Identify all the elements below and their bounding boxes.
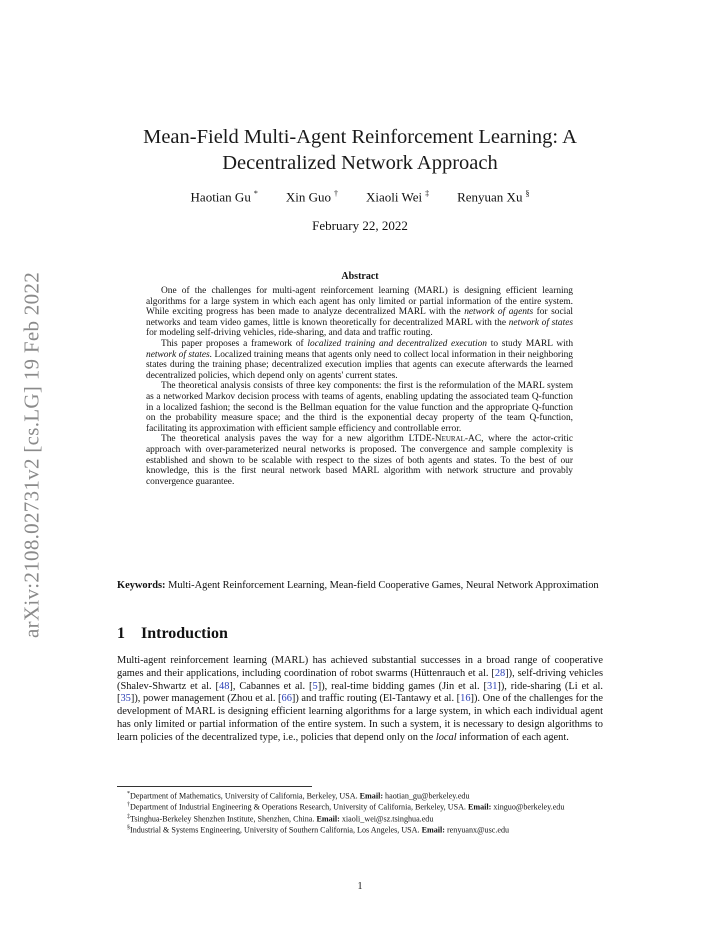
footnotes xyxy=(117,790,603,836)
footnote xyxy=(117,801,603,812)
citation-link[interactable]: 5 xyxy=(312,680,318,692)
author xyxy=(366,189,429,205)
email-address: xiaoli_wei@sz.tsinghua.edu xyxy=(339,814,434,824)
footnote-text: Tsinghua-Berkeley Shenzhen Institute, Shenzhen, China. xyxy=(130,814,317,824)
author-footnote-mark: † xyxy=(333,189,338,198)
keywords-label: Keywords: xyxy=(117,580,166,591)
footnote xyxy=(117,824,603,835)
abstract-paragraph xyxy=(146,434,573,487)
author-name: Renyuan Xu xyxy=(457,189,523,205)
email-address: renyuanx@usc.edu xyxy=(444,826,510,836)
citation-link[interactable]: 28 xyxy=(494,667,506,679)
body-paragraph xyxy=(117,655,603,745)
body-text: ]) and traffic routing (El-Tantawy et al. [ xyxy=(291,693,461,705)
citation-link[interactable]: 66 xyxy=(281,693,292,705)
footnote-text: Industrial & Systems Engineering, University of Southern California, Los Angeles, USA. xyxy=(130,826,422,836)
citation-link[interactable]: 16 xyxy=(460,693,471,705)
email-address: haotian_gu@berkeley.edu xyxy=(383,791,470,801)
title-line-2: Decentralized Network Approach xyxy=(222,152,498,174)
abstract-heading: Abstract xyxy=(341,271,379,282)
footnote-text: Department of Mathematics, University of California, Berkeley, USA. xyxy=(130,791,360,801)
body-text: Multi-agent reinforcement learning (MARL) has achieved substantial successes in a broad range of cooperative games and their applications, including coordination of robot swarms (Hüttenrauch et al. [ xyxy=(117,655,603,679)
abstract-text: to study MARL with xyxy=(486,338,574,349)
abstract-paragraph: The theoretical analysis consists of three key components: the first is the reformulation of the MARL system as a networked Markov decision process with teams of agents, enabling updating the associated team Q-function in a localized fashion; the second is the Bellman equation for the value function and the appropriate Q-function on the probability measure space; and the third is the exponential decay property of the team Q-function, facilitating its approximation with efficient sample efficiency and controllable error. xyxy=(146,381,573,434)
email-address: xinguo@berkeley.edu xyxy=(491,803,565,813)
author-footnote-mark: * xyxy=(253,189,258,198)
body-text: ]). One of the challenges for the development of MARL is designing efficient learning algorithms for a large system, in which each individual agent has only limited or partial information of the entire system. In such a system, it is necessary to design algorithms to learn policies of the decentralized type, i.e., policies that depend only on the xyxy=(117,693,603,743)
abstract-body xyxy=(146,286,573,487)
footnote-divider xyxy=(117,786,312,787)
author xyxy=(457,189,529,205)
footnote-mark: † xyxy=(127,802,130,809)
algorithm-name-smallcaps: Neural xyxy=(434,434,465,445)
email-label: Email: xyxy=(467,803,492,813)
section-number: 1 xyxy=(117,625,125,642)
abstract-paragraph xyxy=(146,339,573,381)
citation-link[interactable]: 48 xyxy=(219,680,230,692)
author xyxy=(191,189,258,205)
section-title: Introduction xyxy=(141,625,228,642)
abstract-text: This paper proposes a framework of xyxy=(161,338,308,349)
author-name: Xiaoli Wei xyxy=(365,189,423,205)
keywords-text: Multi-Agent Reinforcement Learning, Mean-field Cooperative Games, Neural Network Approximation xyxy=(165,580,599,591)
body-text: ]), ride-sharing (Li et al. [ xyxy=(117,680,604,705)
abstract-text: for modeling self-driving vehicles, ride-sharing, and data and traffic routing. xyxy=(146,328,433,339)
footnote-mark: * xyxy=(127,791,130,797)
citation-link[interactable]: 35 xyxy=(120,693,131,705)
abstract-text: for social networks and team video games, little is known theoretically for decentralized MARL with the xyxy=(146,307,573,328)
page-number: 1 xyxy=(357,881,363,892)
body-text: ]), real-time bidding games (Jin et al. [ xyxy=(317,680,487,692)
arxiv-id-text: arXiv:2108.02731v2 [cs.LG] 19 Feb 2022 xyxy=(19,271,44,639)
abstract-text: -AC, where the actor-critic approach with over-parameterized neural networks is proposed. The convergence and sample complexity is established and shown to be scalable with respect to the sizes of both agents and states. To the best of our knowledge, this is the first neural network based MARL algorithm with network structure and provably convergence guarantee. xyxy=(146,434,573,487)
body-emphasis: local xyxy=(435,731,457,743)
author-footnote-mark: ‡ xyxy=(425,189,430,198)
publication-date: February 22, 2022 xyxy=(312,218,408,233)
footnote xyxy=(117,813,603,824)
abstract-text: The theoretical analysis paves the way for a new algorithm LTDE- xyxy=(161,434,435,445)
author-footnote-mark: § xyxy=(525,189,530,198)
abstract-emphasis: network of states xyxy=(508,317,574,328)
section-heading xyxy=(117,625,228,643)
footnote-mark: § xyxy=(127,825,130,832)
paper-title xyxy=(100,124,620,176)
footnote-text: Department of Industrial Engineering & Operations Research, University of California, Berkeley, USA. xyxy=(130,803,468,813)
email-label: Email: xyxy=(316,814,340,824)
abstract-emphasis: localized training and decentralized execution xyxy=(307,338,487,349)
footnote-mark: ‡ xyxy=(127,813,130,820)
body-text: ]), power management (Zhou et al. [ xyxy=(130,693,282,705)
author-name: Xin Guo xyxy=(285,189,331,205)
body-text: information of each agent. xyxy=(456,731,569,743)
title-line-1: Mean-Field Multi-Agent Reinforcement Learning: A xyxy=(143,126,577,148)
body-text: ]), self-driving vehicles (Shalev-Shwartz et al. [ xyxy=(117,667,603,692)
introduction-body xyxy=(117,655,603,745)
email-label: Email: xyxy=(359,791,384,801)
abstract-paragraph xyxy=(146,286,573,339)
abstract-text: Localized training means that agents only need to collect local information in their neighboring states during the training phase; decentralized execution implies that agents can execute afterwards the learned decentralized policies, which depend only on agents' current states. xyxy=(146,349,573,381)
author-name: Haotian Gu xyxy=(190,189,251,205)
author-list xyxy=(100,189,620,205)
abstract-text: One of the challenges for multi-agent reinforcement learning (MARL) is designing efficient learning algorithms for a large system in which each agent has only limited or partial information of the entire system. While exciting progress has been made to analyze decentralized MARL with the xyxy=(146,286,573,318)
abstract-emphasis: network of agents xyxy=(464,307,534,318)
citation-link[interactable]: 31 xyxy=(487,680,498,692)
email-label: Email: xyxy=(421,826,445,836)
author xyxy=(286,189,338,205)
abstract-emphasis: network of states. xyxy=(146,349,213,360)
keywords xyxy=(117,579,603,592)
body-text: ], Cabannes et al. [ xyxy=(229,680,313,692)
footnote xyxy=(117,790,603,801)
